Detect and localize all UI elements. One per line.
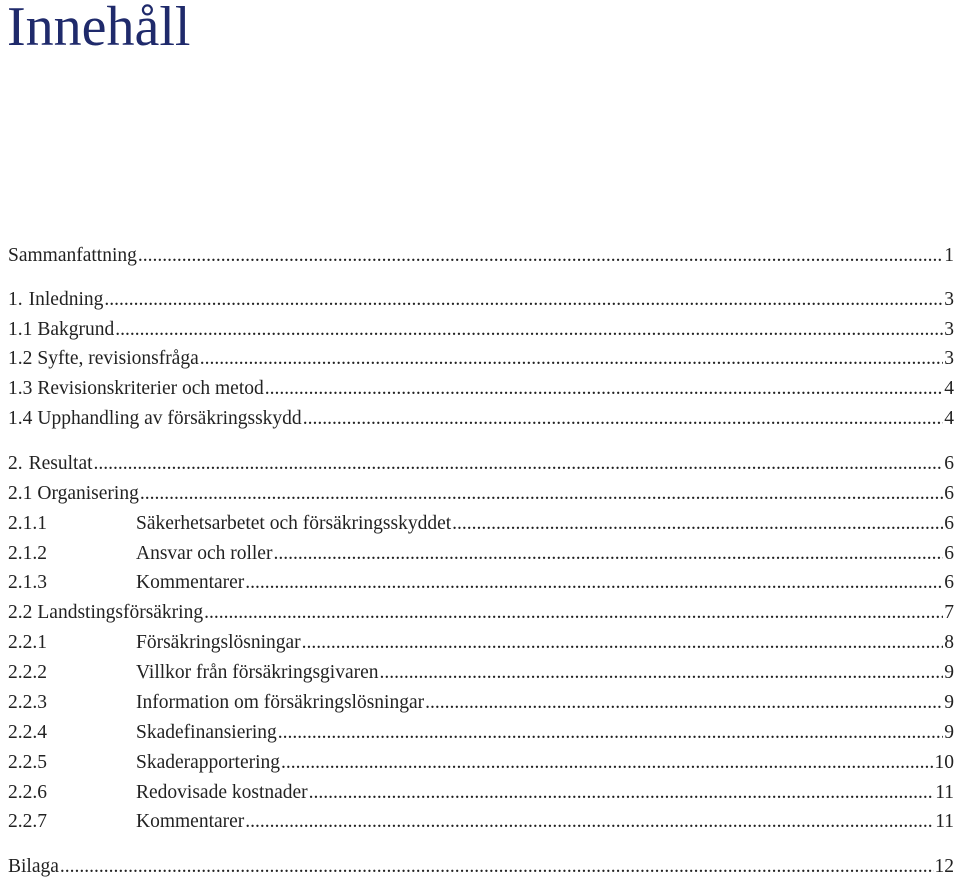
- toc-entry-label: Kommentarer: [136, 811, 245, 832]
- toc-entry-redovisade-kostnader[interactable]: [8, 778, 954, 808]
- toc-entry-page: 3: [943, 344, 954, 374]
- dot-leader: [203, 598, 943, 628]
- toc-entry-label: Bilaga: [8, 856, 59, 877]
- toc-entry-number: 2.2.1: [8, 632, 47, 653]
- toc-entry-label: Organisering: [37, 483, 139, 504]
- toc-entry-label: Skadefinansiering: [136, 722, 277, 743]
- toc-entry-page: 6: [943, 568, 954, 598]
- toc-entry-label: Skaderapportering: [136, 752, 281, 773]
- toc-entry-page: 1: [943, 241, 954, 271]
- dot-leader: [199, 344, 944, 374]
- toc-entry-number: 2.1.2: [8, 543, 47, 564]
- dot-leader: [379, 658, 944, 688]
- toc-entry-number: 1.1: [8, 319, 33, 340]
- dot-leader: [301, 628, 944, 658]
- toc-entry-number: 2.2.5: [8, 752, 47, 773]
- toc-entry-resultat[interactable]: [8, 449, 954, 479]
- toc-entry-page: 12: [934, 852, 955, 882]
- toc-entry-label: Ansvar och roller: [136, 543, 273, 564]
- toc-entry-label: Sammanfattning: [8, 245, 137, 266]
- toc-entry-number: 2.2.6: [8, 782, 47, 803]
- page-title: Innehåll: [7, 0, 191, 58]
- dot-leader: [59, 852, 934, 882]
- toc-entry-page: 11: [934, 778, 954, 808]
- toc-entry-label: Syfte, revisionsfråga: [37, 348, 199, 369]
- toc-entry-number: 1.4: [8, 408, 33, 429]
- toc-entry-skadefinansiering[interactable]: [8, 718, 954, 748]
- dot-leader: [302, 404, 944, 434]
- toc-entry-page: 4: [943, 404, 954, 434]
- toc-entry-skaderapportering[interactable]: [8, 748, 954, 778]
- toc-entry-number: 2.2.7: [8, 811, 47, 832]
- dot-leader: [103, 285, 943, 315]
- dot-leader: [308, 778, 935, 808]
- dot-leader: [272, 539, 943, 569]
- toc-entry-number: 2.1.3: [8, 572, 47, 593]
- toc-entry-ansvar[interactable]: [8, 539, 954, 569]
- toc-entry-revisionskriterier[interactable]: [8, 374, 954, 404]
- toc-entry-number: 2.2.3: [8, 692, 47, 713]
- dot-leader: [244, 807, 934, 837]
- toc-entry-label: Information om försäkringslösningar: [136, 692, 425, 713]
- toc-entry-sakerhetsarbetet[interactable]: [8, 509, 954, 539]
- toc-entry-information[interactable]: [8, 688, 954, 718]
- toc-entry-bakgrund[interactable]: [8, 315, 954, 345]
- toc-entry-label: Revisionskriterier och metod: [37, 378, 264, 399]
- toc-entry-page: 7: [943, 598, 954, 628]
- toc-entry-label: Redovisade kostnader: [136, 782, 308, 803]
- toc-entry-label: Villkor från försäkringsgivaren: [136, 662, 379, 683]
- dot-leader: [277, 718, 943, 748]
- toc-entry-label: Upphandling av försäkringsskydd: [37, 408, 302, 429]
- toc-entry-number: 1.3: [8, 378, 33, 399]
- toc-entry-label: Kommentarer: [136, 572, 245, 593]
- toc-entry-label: Bakgrund: [37, 319, 115, 340]
- dot-leader: [424, 688, 943, 718]
- toc-entry-inledning[interactable]: [8, 285, 954, 315]
- toc-entry-page: 6: [943, 479, 954, 509]
- toc-entry-sammanfattning[interactable]: [8, 241, 954, 271]
- toc-entry-page: 8: [943, 628, 954, 658]
- toc-entry-upphandling[interactable]: [8, 404, 954, 434]
- toc-entry-bilaga[interactable]: [8, 852, 954, 882]
- toc-entry-label: Landstingsförsäkring: [37, 602, 204, 623]
- toc-entry-number: 2.1.1: [8, 513, 47, 534]
- toc-entry-number: 2.2: [8, 602, 33, 623]
- toc-entry-label: Inledning: [28, 289, 104, 310]
- toc-entry-page: 3: [943, 285, 954, 315]
- toc-entry-number: 1.: [8, 289, 23, 310]
- toc-entry-kommentarer-227[interactable]: [8, 807, 954, 837]
- toc-entry-page: 9: [943, 658, 954, 688]
- toc-entry-page: 6: [943, 539, 954, 569]
- toc-entry-syfte[interactable]: [8, 344, 954, 374]
- toc-entry-label: Säkerhetsarbetet och försäkringsskyddet: [136, 513, 452, 534]
- toc-entry-number: 2.1: [8, 483, 33, 504]
- dot-leader: [451, 509, 943, 539]
- toc-entry-page: 4: [943, 374, 954, 404]
- dot-leader: [264, 374, 944, 404]
- toc-entry-page: 9: [943, 688, 954, 718]
- dot-leader: [280, 748, 933, 778]
- toc-entry-kommentarer-213[interactable]: [8, 568, 954, 598]
- toc-entry-number: 2.: [8, 453, 23, 474]
- dot-leader: [93, 449, 944, 479]
- toc-entry-number: 2.2.2: [8, 662, 47, 683]
- toc-entry-landstingsforsakring[interactable]: [8, 598, 954, 628]
- dot-leader: [244, 568, 943, 598]
- toc-entry-page: 3: [943, 315, 954, 345]
- dot-leader: [114, 315, 943, 345]
- toc-entry-page: 6: [943, 449, 954, 479]
- table-of-contents: [8, 0, 954, 880]
- dot-leader: [137, 241, 943, 271]
- toc-entry-page: 9: [943, 718, 954, 748]
- toc-entry-label: Resultat: [28, 453, 93, 474]
- toc-entry-page: 10: [934, 748, 955, 778]
- toc-entry-number: 1.2: [8, 348, 33, 369]
- toc-entry-page: 11: [934, 807, 954, 837]
- toc-entry-number: 2.2.4: [8, 722, 47, 743]
- toc-entry-organisering[interactable]: [8, 479, 954, 509]
- dot-leader: [139, 479, 943, 509]
- toc-entry-page: 6: [943, 509, 954, 539]
- toc-entry-villkor[interactable]: [8, 658, 954, 688]
- toc-entry-label: Försäkringslösningar: [136, 632, 301, 653]
- toc-entry-forsakringslosningar[interactable]: [8, 628, 954, 658]
